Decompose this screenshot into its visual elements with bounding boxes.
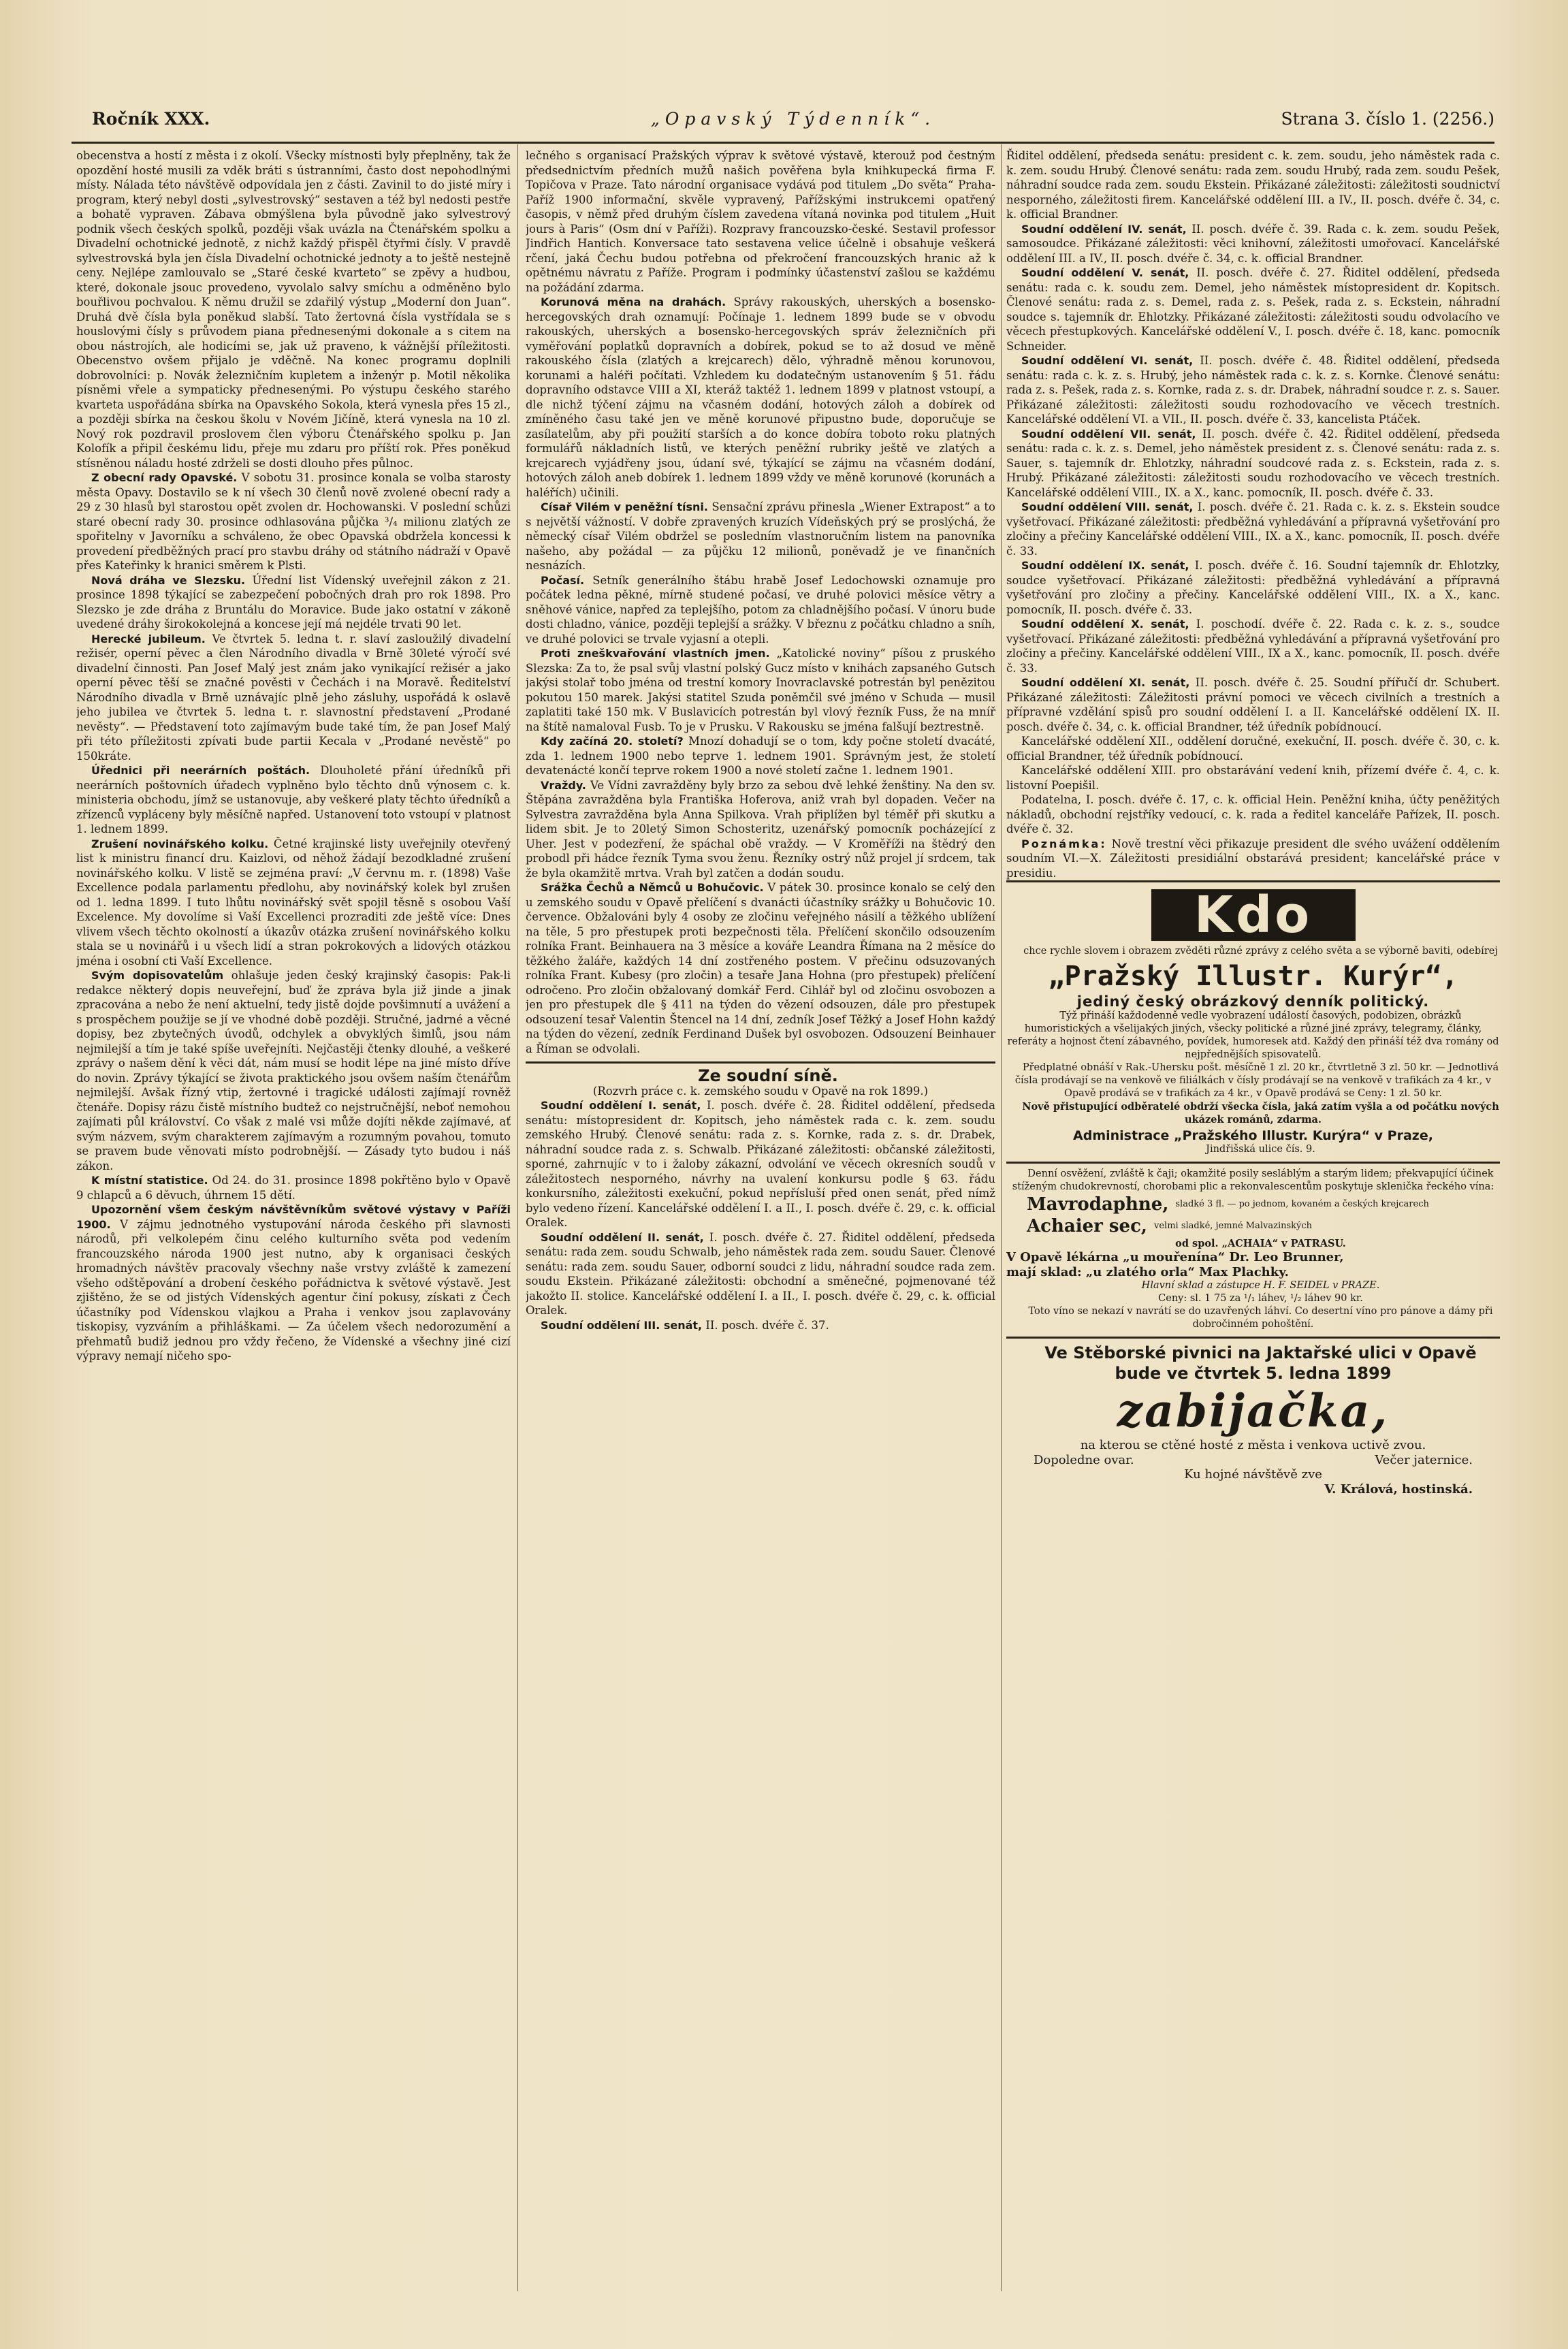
- ad-offer: Nově přistupující odběratelé obdrží všecka čísla, jaká zatím vyšla a od počátku nových ukázek románů, zdarma.: [1022, 1100, 1499, 1125]
- article-text: obecenstva a hostí z města i z okolí. Všecky místnosti byly přeplněny, tak že opozdění hosté musili za vděk bráti s ústranními, často dost nepohodlnými místy. Nálada této návštěvě odpovídala jen z části. Zavinil to do jisté míry i program, který nebyl dosti „sylvestrovský“ sestaven a též byl nedosti pestře a bohatě vypraven. Zábava obmýšlena byla původně jako sylvestrový podnik všech českých spolků, později však uvázla na Čtenářském spolku a Divadelní ochotnické jednotě, z nichž každý přispěl čtyřmi čísly. V pravdě sylvestrovská byla jen čísla Divadelní ochotnické jednoty a to ještě nestejně ceny. Nejlépe zamlouvalo se „Staré české kvarteto“ se zpěvy a hudbou, které, dokonale jsouc provedeno, vyvolalo salvy smíchu a odměněno bylo bouřlivou pochvalou. K němu družil se zdařilý výstup „Moderní don Juan“. Druhá dvě čísla byla poněkud slabší. Tato žertovná čísla vystřídala se s houslovými čísly s průvodem piana přednesenými dokonale a s citem na obou nástrojích, ale hodicími se, jak už praveno, k vážnější příležitosti. Obecenstvo ovšem přijalo je vděčně. Na konec programu doplnili dobrovolníci: p. Novák železničním kupletem a inženýr p. Motil několika písněmi vřele a sympaticky přednesenými. Po výstupu českého starého kvarteta uspořádána sbírka na Opavského Sokola, která vynesla přes 15 zl., a později sbírka na českou školu v Novém Jičíně, která vynesla na 10 zl. Nový rok pozdravil proslovem člen výboru Čtenářského spolku p. Jan Kolofík a připil českému lidu, přeje mu zdaru pro příští rok. Přes poněkud stísněnou náladu hosté zdrželi se dosti dlouho přes půlnoc.: [76, 149, 511, 470]
- article-text: Dlouholeté přání úředníků při neerárních poštovních úřadech vyplněno bylo těchto dnů výnosem c. k. ministeria obchodu, jímž se ustanovuje, aby veškeré platy těchto úředníků a zřízenců vypláceny byly měsíčně napřed. Ustanovení toto vstoupí v platnost 1. lednem 1899.: [76, 764, 511, 835]
- court-note: [1006, 837, 1500, 881]
- court-entry-text: I. posch. dvéře č. 21. Rada c. k. z. s. Ekstein soudce vyšetřovací. Přikázané záležitosti: předběžná vyhledávání a přípravná vyšetřování pro zločiny a přečiny Kancelářské oddělení VIII., IX. a X., kanc. pomocník, II. posch. dvéře č. 33.: [1006, 500, 1500, 558]
- article-heading: Vraždy.: [541, 778, 586, 792]
- column-2: [526, 148, 995, 2295]
- ad-title: „Pražský Illustr. Kurýr“,: [1048, 961, 1458, 992]
- article-text: V zájmu jednotného vystupování národa českého při slavnosti národů, při velkolepém činu celého kulturního světa pod vedením francouzského národa 1900 jest nutno, aby k organisaci českých hromadných návštěv pracovaly všechny naše vrstvy zvláště k zamezení všeho odštěpování a drobení českého pořádnictva k světové výstavě. Jest zjištěno, že se od jistých Vídenských agentur činí pokusy, získati z Čech účastníky pod Vídenskou vlajkou a Praha i venkov jsou zaplavovány tiskopisy, vyzváním a přihláškami. — Za účelem všech nedorozumění a přehmatů budiž jednou pro vždy řečeno, že Vídenské a všechny jiné cizí výpravy nemají ničeho spo-: [76, 1217, 511, 1362]
- volume-label: Ročník XXX.: [92, 109, 210, 129]
- article-heading: Z obecní rady Opavské.: [91, 471, 238, 484]
- court-entry-heading: Soudní oddělení I. senát,: [541, 1099, 701, 1112]
- article-text: „Katolické noviny“ píšou z pruského Slezska: Za to, že psal svůj vlastní polský Gucz místo v knihách zapsaného Gutsch jakýsi stolař tobo jména od trestní komory Inovraclavské potrestán byl penězitou pokutou 150 marek. Jakýsi statitel Szuda poněmčil své jméno v Schuda — musil zaplatiti také 150 mk. V Buslavicích potrestán byl vlový řezník Fuss, že na mníř na štítě namaloval Fusb. To je v Prusku. V Rakousku se jména falšují beztrestně.: [526, 647, 995, 733]
- court-entry-text: II. posch. dvéře č. 48. Řiditel oddělení, předseda senátu: rada c. k. z. s. Hrubý, jeho náměstek rada c. k. z. s. Kornke. Členové senátu: rada z. s. Pešek, rada z. s. Kornke, rada z. s. dr. Drabek, náhradní soudce r. z. s. Sauer. Přikázané záležitosti: záležitosti soudu rozhodovacího ve věcech trestních. Kancelářské oddělení VI. a VII., II. posch. dvéře č. 33, kancelista Ptáček.: [1006, 354, 1500, 426]
- column-divider: [1001, 144, 1002, 2291]
- page-number: Strana 3. číslo 1. (2256.): [1281, 109, 1494, 129]
- court-entry: [526, 1098, 995, 1230]
- article: [76, 1173, 511, 1202]
- article-text: lečného s organisací Pražských výprav k světové výstavě, kterouž pod čestným předsednictvím předních mužů našich pověřena byla knihkupecká firma F. Topičova v Praze. Tato národní organisace vydává pod titulem „Do světa“ Praha-Paříž 1900 informační, skvěle vypravený, Pařížskými instrukcemi opatřený časopis, v němž před druhým číslem zavedena vítaná novinka pod titulem „Huit jours à Paris“ (Osm dní v Paříži). Rozpravy francouzsko-české. Sestavil professor Jindřich Hantich. Konversace tato sestavena velice účelně i obsahuje veškerá rčení, jaká Čechu budou potřebna od překročení francouzských hranic až k opětnému návratu z Paříže. Program i podmínky účastenství zašlou se každému na požádání zdarma.: [526, 149, 995, 294]
- article: [76, 573, 511, 632]
- advertisement-kuryr: [1006, 880, 1500, 1156]
- court-entry: [1006, 675, 1500, 734]
- court-entry-text: Řiditel oddělení, předseda senátu: president c. k. zem. soudu, jeho náměstek rada c. k. zem. soudu Hrubý. Členové senátu: rada zem. soudu Hrubý, rada zem. soudu Pešek, náhradní soudce rada zem. soudu Ekstein. Přikázané záležitosti: záležitosti soudnictví nesporného, záležitosti firem. Kancelářské oddělení III. a IV., II. posch. dvéře č. 34, c. k. official Brandner.: [1006, 149, 1500, 221]
- article: [76, 763, 511, 837]
- court-entry-text: I. posch. dvéře č. 28. Řiditel oddělení, předseda senátu: místopresident dr. Kopitsch, jeho náměstek rada c. k. zem. soudu zemského Hrubý. Členové senátu: rada z. s. Kornke, rada z. s. dr. Drabek, náhradní soudce rada z. s. Schwalb. Přikázané záležitosti: občanské záležitosti, sporné, zahrnujíc v to i žaloby zákazní, odvolání ve věcech okresních soudů v záležitostech nesporného, návrhy na uvalení konkursu podle § 63. řádu konkursního, záležitosti exekuční, pokud nepřísluší před onen senát, před nímž bylo vedeno řízení. Kancelářské oddělení I. a II., I. posch. dvéře č. 29, c. k. official Oralek.: [526, 1099, 995, 1229]
- article-text: Ve Vídni zavražděny byly brzo za sebou dvě lehké ženštiny. Na den sv. Štěpána zavražděna byla Františka Hoferova, aniž vrah byl dopaden. Večer na Sylvestra zavražděna byla Anna Spilkova. Vrah připlížen byl téměř při skutku a lidem sbit. Je to 20letý Simon Schosteritz, uzenářský pomocník pocházející z Uher. Jest v podezření, že spáchal obě vraždy. — V Kroměříži na štědrý den probodl při hádce řezník Tyma svou ženu. Řezníky ostrý nůž projel jí srdcem, tak že byla okamžitě mrtva. Vrah byl zatčen a dodán soudu.: [526, 778, 995, 880]
- note-text: Nově trestní věci přikazuje president dle svého uvážení oddělením soudním VI.—X. Záležitosti presidiální obstarává president; kancelářské práce v presidiu.: [1006, 837, 1500, 880]
- court-entry-heading: Soudní oddělení VIII. senát,: [1021, 500, 1194, 513]
- page-header: [92, 103, 1494, 136]
- court-entry-heading: Soudní oddělení VII. senát,: [1021, 427, 1196, 441]
- newspaper-title: „Opavský Týdenník“.: [650, 109, 936, 129]
- article-heading: Upozornění všem českým návštěvníkům světové výstavy v Paříži 1900.: [76, 1203, 511, 1231]
- article-text: Ve čtvrtek 5. ledna t. r. slaví zasloužilý divadelní režisér, operní pěvec a člen Národního divadla v Brně 30leté výročí své divadelní činnosti. Pan Josef Malý jest znám jako vynikající režisér a jako operní pěvec těší se značné pověsti v Čechách i na Moravě. Ředitelství Národního divadla v Brně uznávajíc plně jeho zásluhy, uspořádá k oslavě jeho jubilea ve čtvrtek 5. ledna t. r. slavnostní představení „Prodané nevěsty“. — Představení toto zajímavým bude také tím, že pan Josef Malý při této příležitosti zpívati bude partii Kecala v „Prodané nevěstě“ po 150kráte.: [76, 632, 511, 763]
- court-entry-text: I. posch. dvéře č. 27. Řiditel oddělení, předseda senátu: rada zem. soudu Schwalb, jeho náměstek rada zem. soudu Sauer. Členové senátu: rada zem. soudu Sauer, odborní soudci z lidu, náhradní soudce rada zem. soudu Ekstein. Přikázané záležitosti: obchodní a směnečné, pojmenované též jakožto II. stolice. Kancelářské oddělení I. a II., I. posch. dvéře č. 29, c. k. official Oralek.: [526, 1230, 995, 1317]
- court-entry-heading: Soudní oddělení XI. senát,: [1021, 676, 1190, 689]
- court-entry-text: II. posch. dvéře č. 27. Řiditel oddělení, předseda senátu: rada c. k. soudu zem. Demel, jeho náměstek místopresident dr. Kopitsch. Členové senátu: rada z. s. Demel, rada z. s. Pešek, rada z. s. Eckstein, náhradní soudce s. tajemník dr. Ehlotzky. Přikázané záležitosti: záležitosti soudu odvolacího ve věcech přestupkových. Kancelářské oddělení V., I. posch. dvéře č. 18, kanc. pomocník Schneider.: [1006, 266, 1500, 353]
- column-1: [76, 148, 511, 2295]
- article: [76, 470, 511, 573]
- article-heading: Úřednici při neerárních poštách.: [91, 764, 310, 777]
- ad-headline: Ve Stěborské pivnici na Jaktařské ulici v Opavě bude ve čtvrtek 5. ledna 1899: [1044, 1343, 1477, 1383]
- court-section-subtitle: (Rozvrh práce c. k. zemského soudu v Opavě na rok 1899.): [592, 1084, 929, 1098]
- court-entry-heading: Soudní oddělení II. senát,: [541, 1230, 704, 1244]
- court-entry: [1006, 222, 1500, 266]
- court-entry: [1006, 427, 1500, 500]
- ad-shop: mají sklad: „u zlatého orla“ Max Plachky.: [1006, 1264, 1289, 1279]
- ad-signature: V. Králová, hostinská.: [1324, 1482, 1473, 1497]
- article-heading: Nová dráha ve Slezsku.: [91, 573, 246, 587]
- ad-wine-name: Mavrodaphne,: [1027, 1194, 1169, 1215]
- article-heading: K místní statistice.: [91, 1174, 208, 1187]
- court-entry-text: Kancelářské oddělení XIII. pro obstarávání vedení knih, přízemí dvéře č. 4, c. k. listovní Poepišil.: [1006, 764, 1500, 792]
- ad-price: Ceny: sl. 1 75 za ¹/₁ láhev, ¹/₂ láhev 90 kr.: [1158, 1293, 1363, 1304]
- court-entry: [1006, 558, 1500, 617]
- ad-subtitle: jediný český obrázkový denník politický.: [1076, 993, 1430, 1010]
- court-entry: [1006, 500, 1500, 558]
- ad-wine-desc: velmi sladké, jemné Malvazinských: [1154, 1221, 1313, 1232]
- ad-text: Ku hojné návštěvě zve: [1184, 1467, 1322, 1482]
- court-entry-text: I. poschodí. dvéře č. 22. Rada c. k. z. s., soudce vyšetřovací. Přikázané záležitosti: předběžná vyhledávání a přípravná vyšetřování pro zločiny a přečiny. Kancelářské oddělení VIII., IX a X., kanc. pomocník, II. posch. dvéře č. 33.: [1006, 618, 1500, 675]
- header-rule: [71, 142, 1494, 144]
- article-text: Setník generálního štábu hrabě Josef Ledochowski oznamuje pro počátek ledna pěkné, mírně studené počasí, ve druhé polovici měsíce větry a sněhové vánice, napřed za teplejšího, potom za chladnějšího počasí. V únoru bude dosti chladno, vánice, později teplejší a srážky. V březnu z počátku chladno a sníh, ve druhé polovici se trvale vyjasní a otepli.: [526, 573, 995, 645]
- court-entry-heading: Soudní oddělení X. senát,: [1021, 618, 1189, 630]
- article: [76, 632, 511, 764]
- ad-big-title: zabijačka,: [1117, 1384, 1390, 1437]
- ad-wine-row: [1006, 1215, 1500, 1237]
- court-section-title: Ze soudní síně.: [698, 1066, 838, 1085]
- article-text: Mnozí dohadují se o tom, kdy počne století dvacáté, zda 1. lednem 1900 nebo teprve 1. lednem 1901. Správným jest, že století devatenácté končí teprve rokem 1900 a nové století začne 1. lednem 1901.: [526, 735, 995, 777]
- ad-price: Předplatné obnáší v Rak.-Uhersku pošt. měsíčně 1 zl. 20 kr., čtvrtletně 3 zl. 50 kr. — Jednotlivá čísla prodávají se na venkově ve filiálkách v čísly prodávají se na venkově v trafikách za 4 kr., v Opavě prodává se v trafikách za 4 kr., v Opavě prodává se Ceny: 1 zl. 50 kr.: [1014, 1061, 1499, 1099]
- column-3: [1006, 148, 1500, 2295]
- article-text: V pátek 30. prosince konalo se celý den u zemského soudu v Opavě přelíčení s dvanácti účastníky srážky u Bohučovic 10. července. Obžalováni byly 4 osoby ze zločinu veřejného násilí a těžkého ublížení na těle, 5 pro přestupek proti bezpečnosti těla. Přelíčení skončilo odsouzením rolníka Frant. Beinhauera na 3 měsíce a kováře Leandra Římana na 2 měsíce do těžkého žaláře, každých 14 dní zostřeného postem. V přečinu odsuzovaných rolníka Frant. Kubesy (pro zločin) a tesaře Jana Hohna (pro přestupek) přelíčení odročeno. Pro zločin obžalovaný domkář Ferd. Cihlář byl od zločinu osvobozen a jen pro přestupek dle § 411 na týden do vězení odsouzen, dále pro přestupek odsouzení tesař Valentin Štencel na 14 dní, zedník Josef Těžký a Josef Hohn každý na týden do vězení, zedník Ferdinand Dušek byl osvobozen. Odsouzení Beinhauer a Říman se odvolali.: [526, 881, 995, 1055]
- section-rule: [526, 1061, 995, 1064]
- ad-headline: Kdo: [1151, 889, 1356, 941]
- article-text: Úřední list Vídenský uveřejnil zákon z 21. prosince 1898 týkající se zabezpečení pobočných drah pro rok 1898. Pro Slezsko je zde dráha z Bruntálu do Moravice. Bude jako ostatní v zákoně uvedené dráhy širokokolejná a koncese její má nejdéle trvati 90 let.: [76, 573, 511, 630]
- court-entry-text: II. posch. dvéře č. 25. Soudní přířučí dr. Schubert. Přikázané záležitosti: Záležitosti právní pomoci ve věcech civilních a trestních a přípravné vzdělání spisů pro soudní oddělení I. a II. Kancelářské oddělení IX. II. posch. dvéře č. 34, c. k. official Brandner, též úředník pobídnoucí.: [1006, 676, 1500, 733]
- ad-note: Toto víno se nekazí v navrátí se do uzavřených láhví. Co desertní víno pro pánove a dámy při dobročinném pohoštění.: [1028, 1306, 1493, 1330]
- article: [76, 968, 511, 1173]
- article-text: Četné krajinské listy uveřejnily otevřený list k ministru financí dru. Kaizlovi, od něhož žádají bezodkladné zrušení novinářského kolku. V listě se zejména praví: „V červnu m. r. (1898) Vaše Excellence podala parlamentu předlohu, aby novinářský kolek byl zrušen od 1. ledna 1899. I tuto lhůtu novinářský svět spojil těsně s osobou Vaší Excelence. My dovolíme si Vaší Excellenci prozraditi zde ještě více: Dnes vlivem všech těchto okolností a úkazův otázka zrušení novinářského kolku stala se u novinářů i u všech lidí a stran pokrokových a lidových otázkou jména i osobní cti Vaší Excellence.: [76, 837, 511, 968]
- ad-menu-item: Dopoledne ovar.: [1034, 1452, 1134, 1467]
- court-entry-text: II. posch. dvéře č. 42. Řiditel oddělení, předseda senátu: rada c. k. z. s. Demel, jeho náměstek president z. s. Členové senátu: rada z. s. Sauer, s. tajemník dr. Ehlotzky, náhradní soudcové rada z. s. Eckstein, rada z. s. Hrubý. Přikázané záležitosti: záležitosti soudu rozhodovacího ve věcech trestních. Kancelářské oddělení VIII., IX. a X., kanc. pomocník, II. posch. dvéře č. 33.: [1006, 427, 1500, 499]
- ad-text: na kterou se ctěné hosté z města i venkova uctivě zvou.: [1080, 1438, 1426, 1452]
- court-entry: [526, 1230, 995, 1318]
- article-heading: Zrušení novinářského kolku.: [91, 837, 269, 850]
- ad-company: od spol. „ACHAIA“ v PATRASU.: [1175, 1238, 1346, 1249]
- court-entry-text: II. posch. dvéře č. 39. Rada c. k. zem. soudu Pešek, samosoudce. Přikázané záležitosti: věci knihovní, záležitosti umořovací. Kancelářské oddělení III. a IV., II. posch. dvéře č. 34, c. k. official Brandner.: [1006, 222, 1500, 265]
- court-entry: [526, 1318, 995, 1333]
- column-divider: [517, 144, 518, 2291]
- article: [526, 734, 995, 778]
- ad-wine-row: [1006, 1194, 1500, 1215]
- ad-main-store: Hlavní sklad a zástupce H. F. SEIDEL v PRAZE.: [1141, 1280, 1380, 1291]
- article-text: ohlašuje jeden český krajinský časopis: Pak-li redakce některý dopis neuveřejní, buď že zpráva byla již jinde a jinak zpracována a nebo že není aktuelní, tedy jistě dojde povšimnutí a uvážení a s prospěchem použije se jí ve vhodné době později. Stručné, jadrné a věcné dopisy, bez zbytečných úvodů, odchylek a obvyklých šimlů, jsou nám nejmilejší a tím je také spíše uveřejníti. Nejčastěji čtenky dlouhé, a veškeré zprávy o našem dění k věci dát, nám musí se hodit lépe na jiné místo dříve do novin. Zprávy týkající se života praktického jsou ovšem naším čtenářům nejmilejší. Avšak řízný vtip, žertovné i tragické události zajímají rovněž čtenáře. Dopisy rázu čistě místního budtež co nejstručnější, neboť nemohou zajímati půl království. Co však z malé vsi může dojíti někde zajímavé, ať svým názvem, svým charakterem zajímavým a rozumným povahou, tomuto se pravem bude věnovati místo podrobnější. — Zásady tyto budou i náš zákon.: [76, 969, 511, 1172]
- article-text: V sobotu 31. prosince konala se volba starosty města Opavy. Dostavilo se k ní všech 30 členů nově zvolené obecní rady a 29 z 30 hlasů byl starostou opět zvolen dr. Hochowanski. V poslední schůzi staré obecní rady 30. prosince odhlasována půjčka ³/₄ milionu zlatých ze spořitelny v Javorníku a schváleno, že obec Opavská obdržela koncessi k provedení předběžných prací pro stavbu dráhy od státního nádraží v Opavě přes Kateřinky k hranici směrem k Plsti.: [76, 471, 511, 572]
- article: [526, 500, 995, 573]
- article-heading: Korunová měna na drahách.: [541, 295, 726, 308]
- article-heading: Císař Vilém v peněžní tísni.: [541, 500, 708, 513]
- article-text: Od 24. do 31. prosince 1898 pokřtěno bylo v Opavě 9 chlapců a 6 děvuch, úhrnem 15 dětí.: [76, 1174, 511, 1202]
- court-entry-text: Kancelářské oddělení XII., oddělení doručné, exekuční, II. posch. dvéře č. 30, c. k. official Brandner, též úředník pobídnoucí.: [1006, 735, 1500, 763]
- article-text: Sensační zprávu přinesla „Wiener Extrapost“ a to s největší vážností. V dobře zpravených kruzích Vídeňských prý se proslýchá, že německý císař Vilém obdržel se posledním vlastnoručním listem na panovníka našeho, aby požádal — za půjčku 12 milionů, poněvadž je ve finančních nesnázích.: [526, 500, 995, 572]
- ad-admin: Administrace „Pražského Illustr. Kurýra“ v Praze,: [1073, 1128, 1433, 1143]
- article: [76, 1202, 511, 1364]
- ad-shop: V Opavě lékárna „u mouřenína“ Dr. Leo Brunner,: [1006, 1250, 1344, 1264]
- article: [76, 837, 511, 969]
- court-entry-heading: Soudní oddělení V. senát,: [1021, 266, 1189, 279]
- ad-menu-item: Večer jaternice.: [1375, 1452, 1473, 1467]
- article-heading: Proti zneškvařování vlastních jmen.: [541, 647, 770, 660]
- advertisement-wine: [1006, 1162, 1500, 1331]
- court-entry: [1006, 353, 1500, 427]
- article-heading: Herecké jubileum.: [91, 632, 206, 645]
- article: [526, 778, 995, 881]
- court-entry: [1006, 266, 1500, 353]
- court-entry-heading: Soudní oddělení IV. senát,: [1021, 222, 1187, 236]
- ad-address: Jindřišská ulice čís. 9.: [1206, 1144, 1315, 1155]
- article-text: Správy rakouských, uherských a bosensko-hercegovských drah oznamují: Počínaje 1. lednem 1899 bude se v obvodu rakouských, uherských a bosensko-hercegovských správ železničních při vyměřování poplatků dopravních a dobírek, pokud se to až dosud ve měně rakouského čísla (zlatých a krejcarech) dělo, výhradně měnou korunovou, korunami a haléři počítati. Vzhledem ku dodatečným ustanovením § 51. řádu dopravního odstavce VIII a XI, kteráž taktéž 1. lednem 1899 v platnost vstoupí, a dle nichž týčení zájmu na včasném dodání, hotových záloh a dobírek od zmíněného času také jen ve měně korunové připustno bude, doporučuje se zasílatelům, aby při použití starších a do konce dobíra toboto roku platných formulářů nákladních listů, ve kterých peněžní rubriky ještě ve zlatých a krejcarech vyjádřeny jsou, údaní své, týkající se zájmu na včasném dodání, hotových záloh aneb dobírek 1. lednem 1899 vždy ve měně korunové (korunách a haléřích) učinili.: [526, 295, 995, 499]
- court-entry-text: I. posch. dvéře č. 16. Soudní tajemník dr. Ehlotzky, soudce vyšetřovací. Přikázané záležitosti: předběžná vyhledávání a přípravná vyšetřování pro zločiny a přečiny. Kancelářské oddělení VIII., IX. a X., kanc. pomocník, II. posch. dvéře č. 33.: [1006, 559, 1500, 616]
- article: [526, 573, 995, 647]
- article-heading: Kdy začíná 20. století?: [541, 735, 684, 748]
- note-heading: Poznámka:: [1021, 837, 1107, 850]
- court-entry-text: Podatelna, I. posch. dvéře č. 17, c. k. official Hein. Peněžní kniha, účty peněžitých nákladů, obchodní rejstříky vedoucí, c. k. rada a ředitel kanceláře Pařízek, II. posch. dvéře č. 32.: [1006, 793, 1500, 835]
- court-entry: [1006, 617, 1500, 675]
- ad-wine-desc: sladké 3 fl. — po jednom, kovaném a českých krejcarech: [1175, 1199, 1429, 1210]
- court-entry-text: II. posch. dvéře č. 37.: [702, 1318, 829, 1332]
- ad-text: Denní osvěžení, zvláště k čaji; okamžité posily sesláblým a starým lidem; překvapující účinek stíženým chudokrevností, chorobami plic a rekonvalescentům poskytuje sklenička řeckého vína:: [1012, 1168, 1494, 1192]
- article-heading: Svým dopisovatelům: [91, 969, 224, 982]
- ad-wine-name: Achaier sec,: [1027, 1216, 1147, 1236]
- ad-text: Týž přináší každodenně vedle vyobrazení událostí časových, podobizen, obrázků humoristických a všelijakých jiných, všecky politické a různé jiné zprávy, telegramy, články, referáty a hojnost čtení zábavného, povídek, humoresek atd. Každý den přináší též dva romány od nejpřednějších spisovatelů.: [1007, 1010, 1499, 1060]
- court-entry-heading: Soudní oddělení III. senát,: [541, 1318, 703, 1332]
- court-entry-heading: Soudní oddělení IX. senát,: [1021, 559, 1189, 572]
- advertisement-zabijacka: [1006, 1337, 1500, 1497]
- article: [526, 295, 995, 500]
- article: [526, 880, 995, 1056]
- court-entry-heading: Soudní oddělení VI. senát,: [1021, 354, 1194, 367]
- ad-text: chce rychle slovem i obrazem zvěděti různé zprávy z celého světa a se výborně baviti, odebírej: [1023, 946, 1498, 957]
- article-heading: Počasí.: [541, 573, 585, 587]
- ad-menu-row: [1006, 1453, 1500, 1468]
- article: [526, 646, 995, 734]
- article-heading: Srážka Čechů a Němců u Bohučovic.: [541, 881, 764, 894]
